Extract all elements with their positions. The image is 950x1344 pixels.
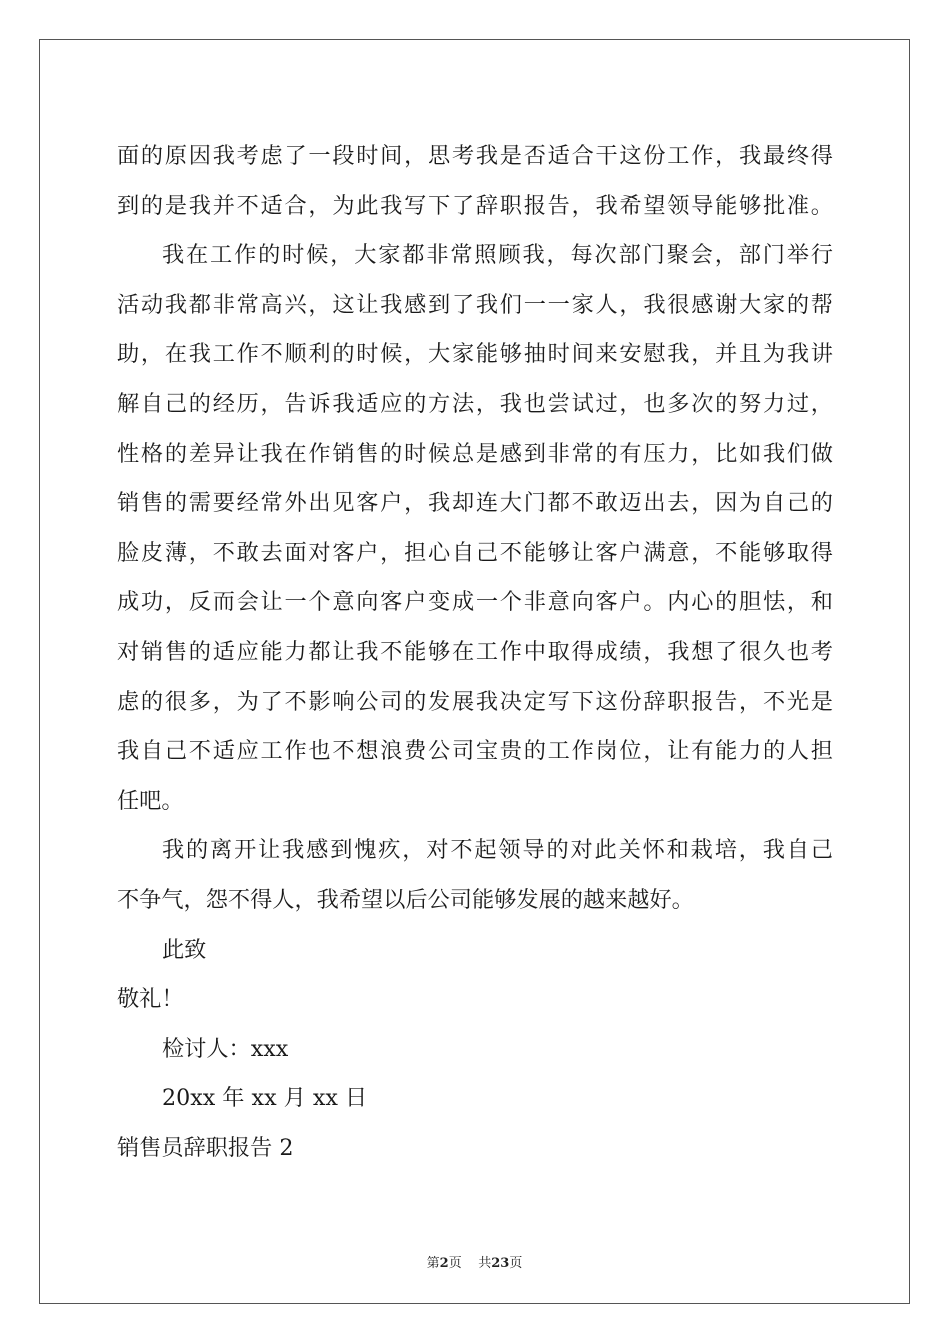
text-line: 任吧。: [117, 787, 184, 814]
document-page: [39, 39, 910, 1304]
document-body: [117, 132, 833, 1173]
text-line: 销售员辞职报告 2: [117, 1134, 294, 1161]
text-line: 性格的差异让我在作销售的时候总是感到非常的有压力，比如我们做: [117, 440, 833, 467]
page-footer: [40, 1252, 909, 1271]
text-line: 脸皮薄，不敢去面对客户，担心自己不能够让客户满意，不能够取得: [117, 539, 833, 566]
text-line: 对销售的适应能力都让我不能够在工作中取得成绩，我想了很久也考: [117, 638, 833, 665]
text-line: 我在工作的时候，大家都非常照顾我，每次部门聚会，部门举行: [162, 242, 833, 269]
footer-total-suffix: 页: [509, 1256, 523, 1271]
text-line: 助，在我工作不顺利的时候，大家能够抽时间来安慰我，并且为我讲: [117, 341, 833, 368]
text-line: 我自己不适应工作也不想浪费公司宝贵的工作岗位，让有能力的人担: [117, 738, 833, 765]
text-line: 虑的很多，为了不影响公司的发展我决定写下这份辞职报告，不光是: [117, 688, 833, 715]
footer-page-suffix: 页: [448, 1256, 462, 1271]
text-line: 解自己的经历，告诉我适应的方法，我也尝试过，也多次的努力过，: [117, 390, 833, 417]
footer-page-prefix: 第: [426, 1256, 440, 1271]
text-line: 成功，反而会让一个意向客户变成一个非意向客户。内心的胆怯，和: [117, 589, 833, 616]
footer-total-pages: 23: [491, 1256, 510, 1271]
footer-page-number: 2: [439, 1256, 449, 1271]
text-line: 检讨人：xxx: [162, 1035, 289, 1062]
footer-total-prefix: 共: [478, 1256, 492, 1271]
text-line: 到的是我并不适合，为此我写下了辞职报告，我希望领导能够批准。: [117, 192, 833, 219]
text-line: 此致: [162, 936, 207, 963]
text-line: 活动我都非常高兴，这让我感到了我们一一家人，我很感谢大家的帮: [117, 291, 833, 318]
text-line: 我的离开让我感到愧疚，对不起领导的对此关怀和栽培，我自己: [162, 837, 833, 864]
text-line: 20xx 年 xx 月 xx 日: [162, 1085, 368, 1112]
text-line: 敬礼！: [117, 986, 184, 1013]
text-line: 面的原因我考虑了一段时间，思考我是否适合干这份工作，我最终得: [117, 143, 833, 169]
text-line: 不争气，怨不得人，我希望以后公司能够发展的越来越好。: [117, 886, 694, 913]
text-line: 销售的需要经常外出见客户，我却连大门都不敢迈出去，因为自己的: [117, 490, 833, 517]
